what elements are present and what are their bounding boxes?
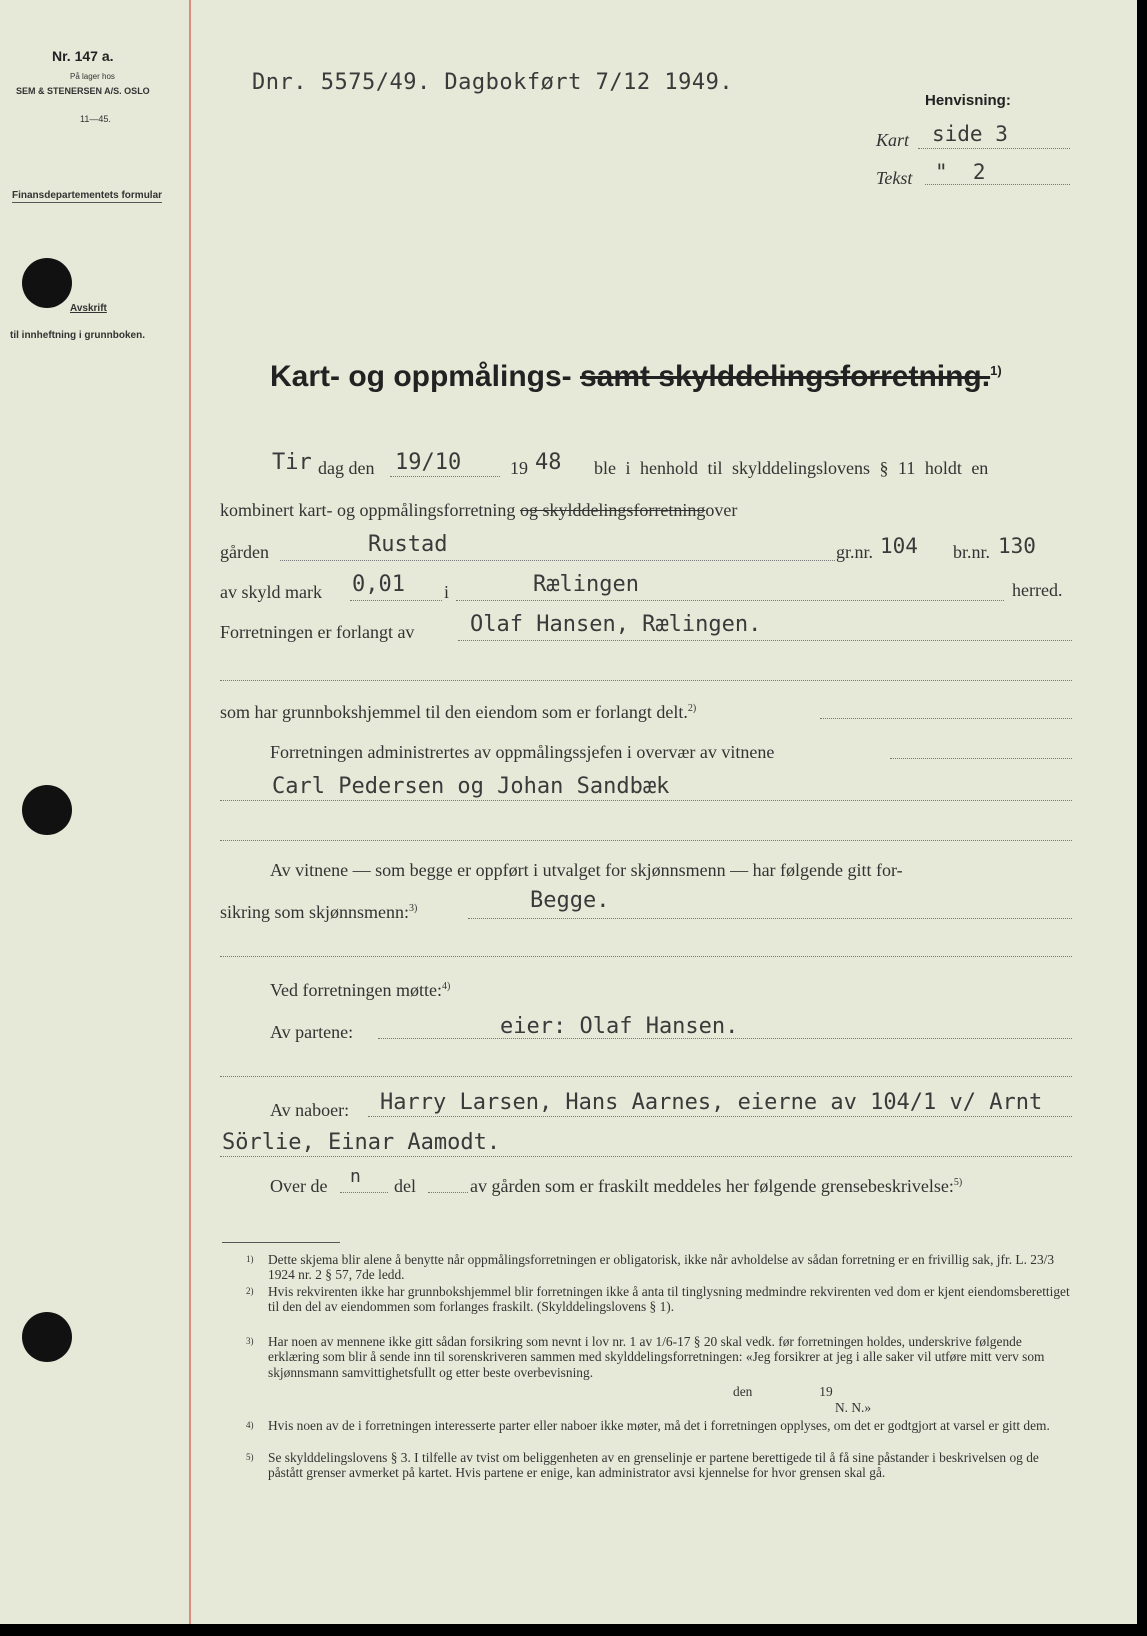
footnote-number: 1) — [246, 1254, 254, 1264]
bnr-label: br.nr. — [953, 542, 991, 562]
gnr-value: 104 — [880, 534, 918, 558]
copy-note: til innheftning i grunnboken. — [10, 330, 145, 341]
copy-label: Avskrift — [70, 303, 107, 314]
title-footnote-ref: 1) — [990, 363, 1002, 378]
tax-value: 0,01 — [352, 572, 405, 597]
tekst-value: " 2 — [935, 160, 986, 184]
footnote-text: Hvis rekvirenten ikke har grunnbokshjemmel blir forretningen ikke å anta til tinglysning medmindre rekvirenten ved dom er kjent eiendomsberettiget til den del av eiendommen som forlanges fraskilt. (Skylddelingslovens § 1). — [268, 1284, 1070, 1315]
footnote-5 — [246, 1450, 1076, 1481]
title-holder-text — [220, 702, 696, 723]
boundary-dotted-line-1 — [340, 1192, 388, 1193]
punch-hole-icon — [22, 258, 72, 308]
witness-oath-line-1: Av vitnene — som begge er oppført i utvalget for skjønnsmenn — har følgende gitt for- — [270, 860, 903, 880]
in-label: i — [444, 582, 450, 602]
witness-oath-dotted-line — [468, 918, 1072, 919]
farm-label: gården — [220, 542, 269, 562]
struck-text: og skylddelingsforretning — [519, 500, 706, 520]
administration-dotted-line — [890, 758, 1072, 759]
witness-oath-label: sikring som skjønnsmenn: — [220, 902, 410, 922]
date-dotted-line — [390, 476, 500, 477]
parties-label: Av partene: — [270, 1022, 354, 1042]
margin-rule — [189, 0, 191, 1624]
reference-label: Henvisning: — [925, 92, 1011, 109]
punch-hole-icon — [22, 1312, 72, 1362]
kart-label: Kart — [876, 130, 910, 150]
weekday-typed: Tir — [272, 450, 312, 475]
blank-dotted-line — [220, 680, 1072, 681]
title-holder-label: som har grunnbokshjemmel til den eiendom som er forlangt delt. — [220, 702, 688, 722]
requested-dotted-line — [458, 640, 1072, 641]
footnote-text: Hvis noen av de i forretningen interesserte parter eller naboer ikke møter, må det i forretningen opplyses, om det er godtgjort at varsel er gitt dem. — [268, 1418, 1050, 1433]
witness-oath-footnote-ref: 3) — [409, 903, 418, 914]
attendance-label — [270, 980, 450, 1001]
footnote-1 — [246, 1252, 1076, 1283]
farm-value: Rustad — [368, 532, 448, 557]
journal-number: Dnr. 5575/49. Dagbokført 7/12 1949. — [252, 70, 734, 95]
blank-dotted-line — [220, 840, 1072, 841]
footnote-text: N. N.» — [835, 1400, 872, 1415]
year-prefix: 19 — [510, 458, 528, 478]
tax-dotted-line — [350, 600, 442, 601]
municipality-value: Rælingen — [533, 572, 639, 597]
punch-hole-icon — [22, 785, 72, 835]
combined-text: kombinert kart- og oppmålingsforretning — [220, 500, 520, 520]
blank-dotted-line — [220, 956, 1072, 957]
form-number: Nr. 147 a. — [52, 48, 114, 64]
administration-text: Forretningen administrertes av oppmålingssjefen i overvær av vitnene — [270, 742, 775, 762]
neighbours-value-line-1: Harry Larsen, Hans Aarnes, eierne av 104/1 v/ Arnt — [380, 1090, 1043, 1115]
footnote-4 — [246, 1418, 1076, 1433]
witness-oath-line-2 — [220, 902, 417, 923]
municipality-dotted-line — [456, 600, 1004, 601]
witnesses-dotted-line — [220, 800, 1072, 801]
footnote-text: Har noen av mennene ikke gitt sådan forsikring som nevnt i lov nr. 1 av 1/6-17 § 20 skal vedk. før forretningen holdes, underskrive følgende erklæring som blir å sende inn til sorenskriveren sammen med skylddelingsforretningen: «Jeg forsikrer at jeg i alle saker vil utføre mitt verv som skjønnsmann samvittighetsfullt og etter beste overbevisning. — [268, 1334, 1045, 1380]
footnote-number: 2) — [246, 1286, 254, 1296]
witnesses-value: Carl Pedersen og Johan Sandbæk — [272, 774, 670, 799]
department-form: Finansdepartementets formular — [12, 190, 163, 201]
boundary-footnote-ref: 5) — [953, 1177, 963, 1188]
farm-dotted-line — [280, 560, 835, 561]
footnote-3-date-line — [733, 1384, 933, 1399]
blank-dotted-line — [220, 1076, 1072, 1077]
attendance-footnote-ref: 4) — [441, 981, 451, 992]
boundary-intro-typed: n — [350, 1166, 361, 1187]
footnote-3-signature — [835, 1400, 935, 1415]
title-struck: samt skylddelingsforretning. — [580, 360, 991, 393]
tekst-dotted-line — [925, 184, 1070, 185]
title-holder-footnote-ref: 2) — [687, 703, 697, 714]
title-holder-dotted-line — [820, 718, 1072, 719]
printer-line-2: SEM & STENERSEN A/S. OSLO — [16, 86, 150, 96]
printer-line-1: På lager hos — [70, 72, 115, 81]
boundary-dotted-line-2 — [428, 1192, 468, 1193]
boundary-description-label — [470, 1176, 962, 1197]
form-date: 11—45. — [80, 114, 111, 124]
footnote-text: den 19 — [733, 1384, 833, 1399]
year-typed: 48 — [535, 450, 562, 475]
neighbours-dotted-line — [368, 1116, 1072, 1117]
tekst-label: Tekst — [876, 168, 913, 188]
title-main: Kart- og oppmålings- — [270, 360, 580, 393]
footnote-2 — [246, 1284, 1076, 1315]
footnote-number: 5) — [246, 1452, 254, 1462]
footnote-number: 3) — [246, 1336, 254, 1346]
neighbours-value-line-2: Sörlie, Einar Aamodt. — [222, 1130, 501, 1155]
neighbours-label: Av naboer: — [270, 1100, 350, 1120]
kart-dotted-line — [918, 148, 1070, 149]
tax-value-label: av skyld mark — [220, 582, 322, 602]
witness-oath-value: Begge. — [530, 888, 610, 913]
date-typed: 19/10 — [395, 450, 462, 475]
boundary-intro-b: del — [394, 1176, 416, 1196]
combined-business-line — [220, 500, 737, 521]
kart-value: side 3 — [932, 122, 1008, 146]
neighbours-dotted-line-2 — [220, 1156, 1072, 1157]
boundary-intro-a: Over de — [270, 1176, 328, 1196]
footnote-text: Dette skjema blir alene å benytte når oppmålingsforretningen er obligatorisk, ikke når avholdelse av sådan forretning er en frivillig sak, jfr. L. 23/3 1924 nr. 2 § 57, 7de ledd. — [268, 1252, 1055, 1283]
legal-basis-text: ble i henhold til skylddelingslovens § 11 holdt en — [594, 458, 989, 478]
gnr-label: gr.nr. — [836, 542, 874, 562]
weekday-suffix: dag den — [318, 458, 375, 478]
municipality-label: herred. — [1012, 580, 1063, 600]
bnr-value: 130 — [998, 534, 1036, 558]
parties-value: eier: Olaf Hansen. — [500, 1014, 739, 1039]
footnote-separator — [222, 1242, 340, 1243]
over-text: over — [705, 500, 738, 520]
boundary-intro-c: av gården som er fraskilt meddeles her følgende grensebeskrivelse: — [470, 1176, 954, 1196]
footnote-text: Se skylddelingslovens § 3. I tilfelle av tvist om beliggenheten av en grenselinje er partene berettigede til å få sine påstander i beskrivelsen og de påstått grenser avmerket på kartet. Hvis partene er enige, kan administrator avsi kjennelse for hvor grensen skal gå. — [268, 1450, 1039, 1481]
document-title — [270, 360, 1002, 394]
footnote-3 — [246, 1334, 1076, 1380]
attendance-text: Ved forretningen møtte: — [270, 980, 442, 1000]
footnote-number: 4) — [246, 1420, 254, 1430]
requested-label: Forretningen er forlangt av — [220, 622, 415, 642]
requested-value: Olaf Hansen, Rælingen. — [470, 612, 762, 637]
